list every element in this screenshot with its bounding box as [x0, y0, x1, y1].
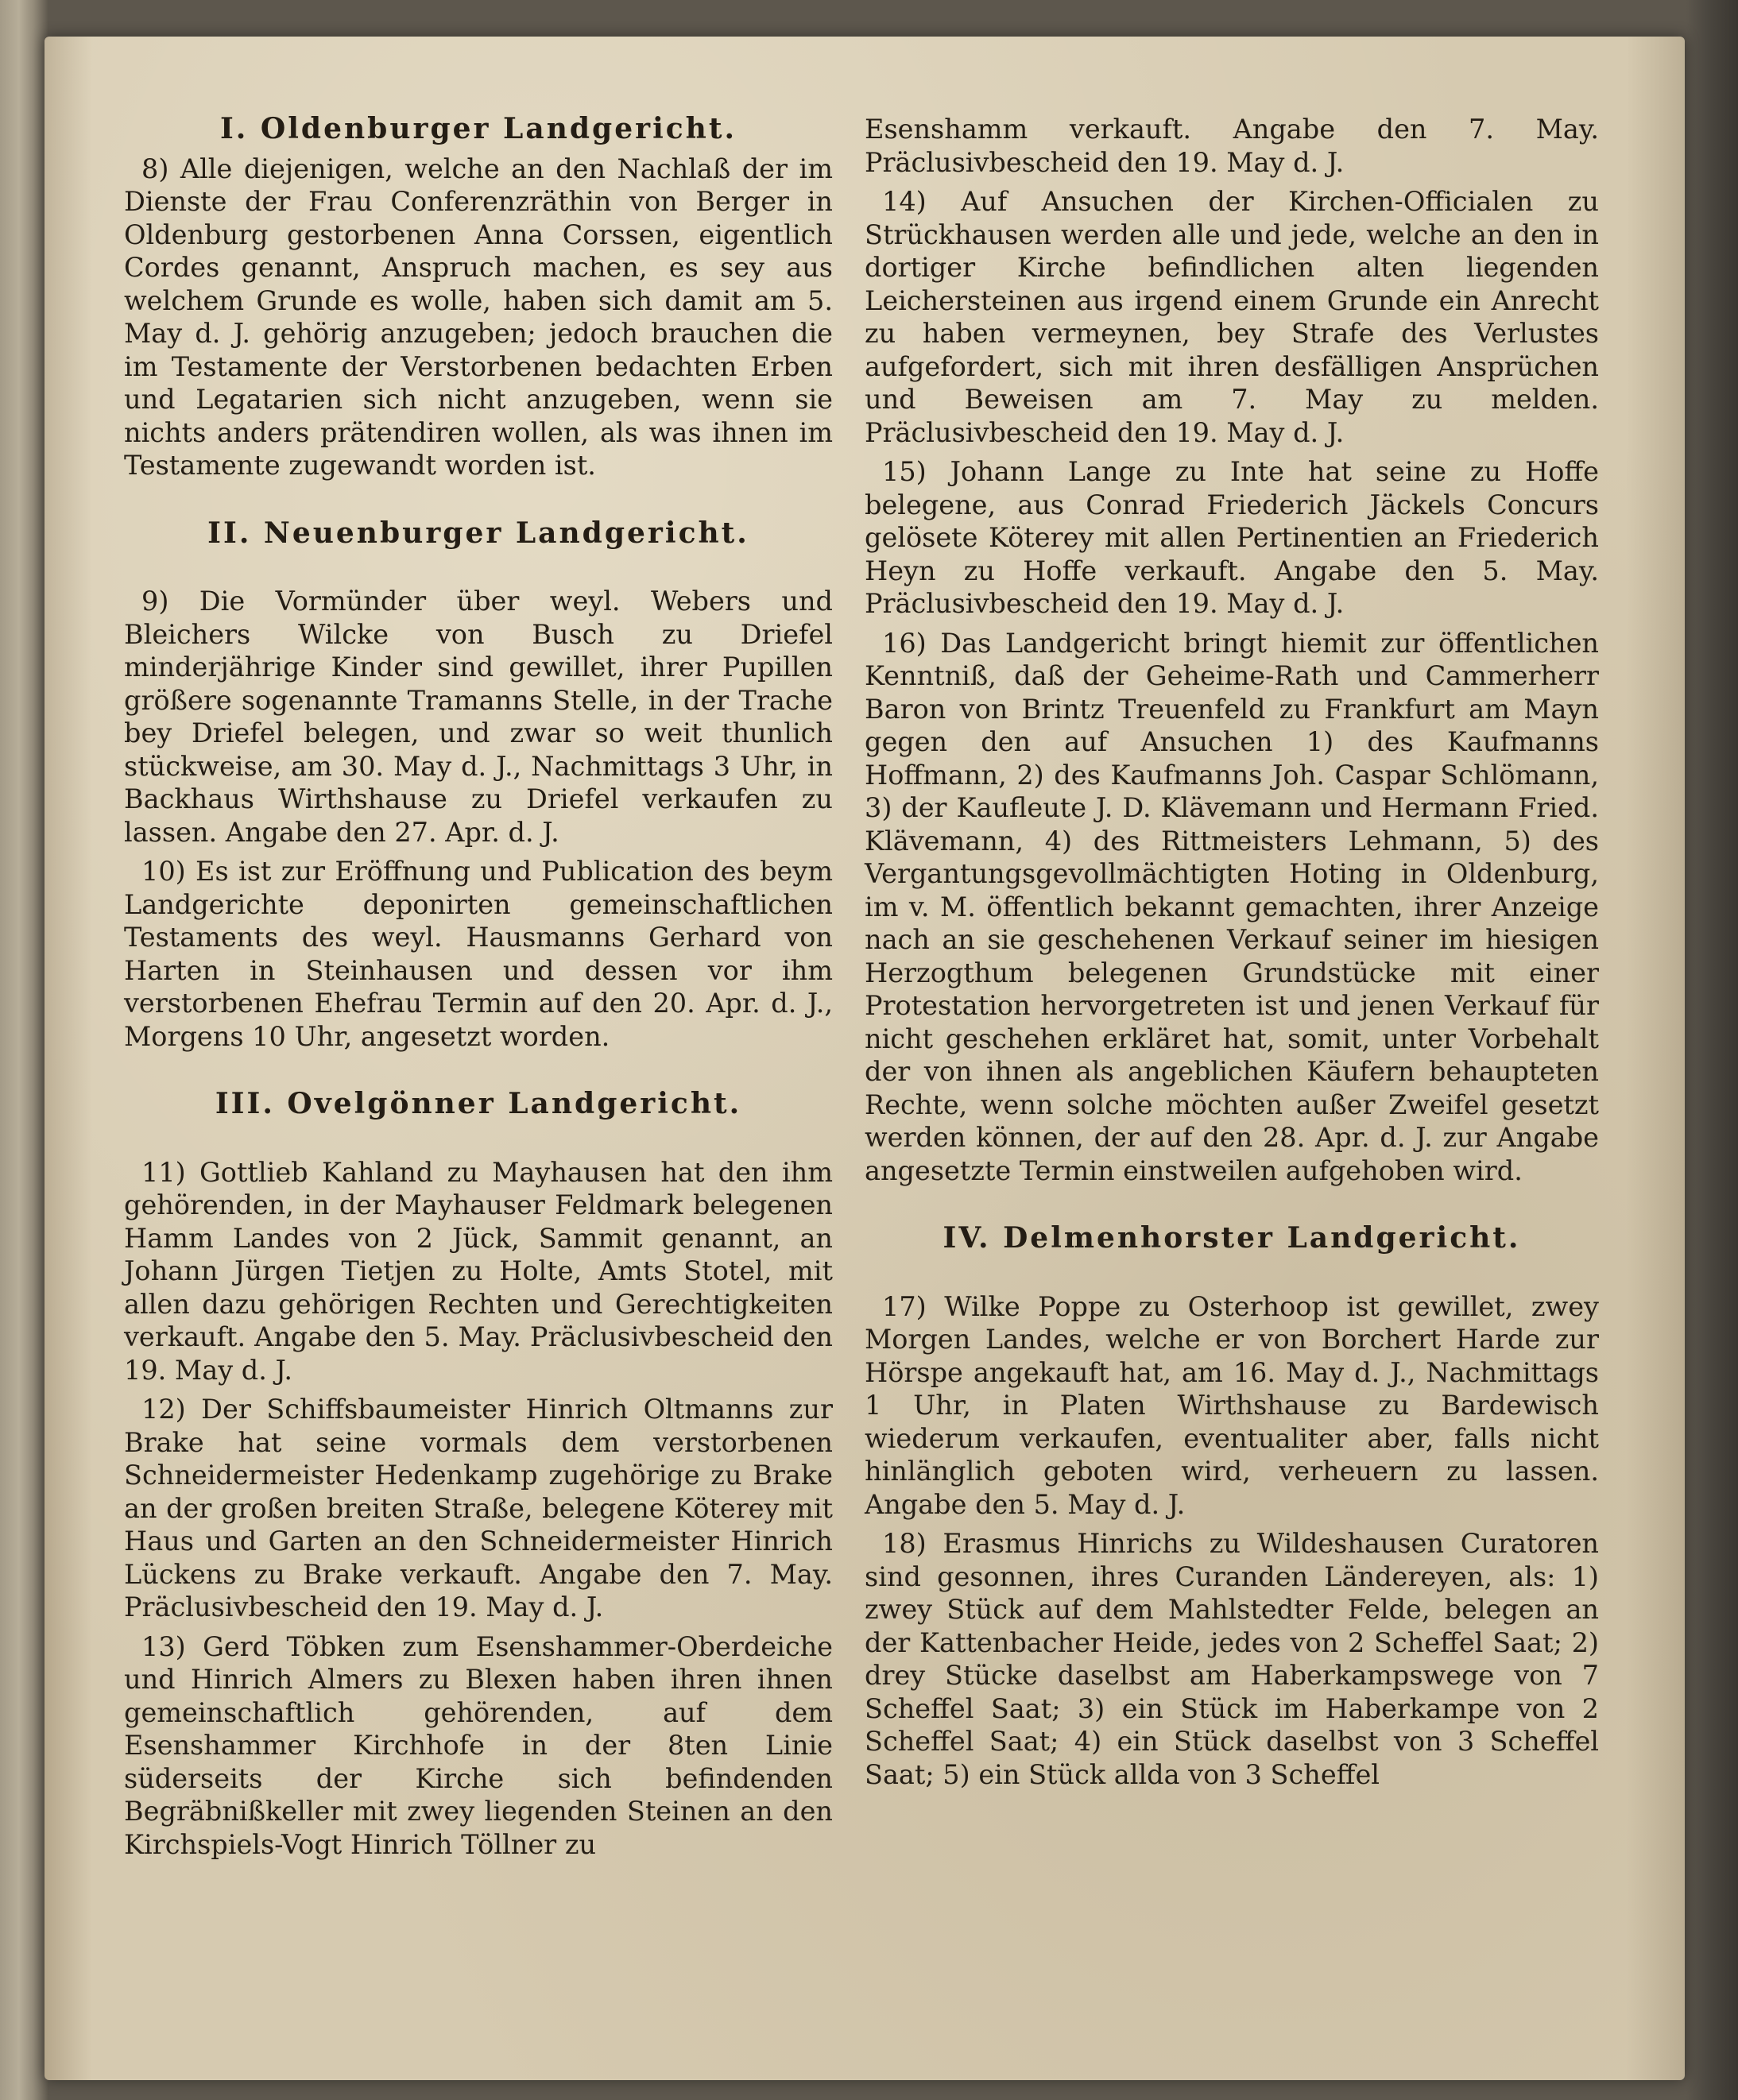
- entry-18: 18) Erasmus Hinrichs zu Wildeshausen Curatoren sind gesonnen, ihres Curanden Ländereyen, als: 1) zwey Stück auf dem Mahlstedter Felde, belegen an der Kattenbacher Heide, jedes von 2 Scheffel Saat; 2) drey Stücke daselbst am Haberkampswege von 7 Scheffel Saat; 3) ein Stück im Haberkampe von 2 Scheffel Saat; 4) ein Stück daselbst von 3 Scheffel Saat; 5) ein Stück allda von 3 Scheffel: [865, 1528, 1599, 1790]
- entry-16: 16) Das Landgericht bringt hiemit zur öffentlichen Kenntniß, daß der Geheime-Rath und Cammerherr Baron von Brintz Treuenfeld zu Frankfurt am Mayn gegen den auf Ansuchen 1) des Kaufmanns Hoffmann, 2) des Kaufmanns Joh. Caspar Schlömann, 3) der Kaufleute J. D. Klävemann und Hermann Fried. Klävemann, 4) des Rittmeisters Lehmann, 5) des Vergantungsgevollmächtigten Hoting in Oldenburg, im v. M. öffentlich bekannt gemachten, ihrer Anzeige nach an sie geschehenen Verkauf seiner im hiesigen Herzogthum belegenen Grundstücke mit einer Protestation hervorgetreten ist und jenen Verkauf für nicht geschehen erkläret hat, somit, unter Vorbehalt der von ihnen als angeblichen Käufern behaupteten Rechte, wenn solche möchten außer Zweifel gesetzt werden können, der auf den 28. Apr. d. J. zur Angabe angesetzte Termin einstweilen aufgehoben wird.: [865, 627, 1599, 1186]
- section-heading-neuenburg: II. Neuenburger Landgericht.: [207, 516, 749, 550]
- entry-10: 10) Es ist zur Eröffnung und Publication des beym Landgerichte deponirten gemeinschaftlichen Testaments des weyl. Hausmanns Gerhard von Harten in Steinhausen und dessen vor ihm verstorbenen Ehefrau Termin auf den 20. Apr. d. J., Morgens 10 Uhr, angesetzt worden.: [124, 856, 833, 1052]
- section-heading-ovelgoenne: III. Ovelgönner Landgericht.: [215, 1087, 742, 1120]
- entry-14: 14) Auf Ansuchen der Kirchen-Officialen zu Strückhausen werden alle und jede, welche an den in dortiger Kirche befindlichen alten liegenden Leichersteinen aus irgend einem Grunde ein Anrecht zu haben vermeynen, bey Strafe des Verlustes aufgefordert, sich mit ihren desfälligen Ansprüchen und Beweisen am 7. May zu melden. Präclusivbescheid den 19. May d. J.: [865, 186, 1599, 448]
- entry-9: 9) Die Vormünder über weyl. Webers und Bleichers Wilcke von Busch zu Driefel minderjährige Kinder sind gewillet, ihrer Pupillen größere sogenannte Tramanns Stelle, in der Trache bey Driefel belegen, und zwar so weit thunlich stückweise, am 30. May d. J., Nachmittags 3 Uhr, in Backhaus Wirthshause zu Driefel verkaufen zu lassen. Angabe den 27. Apr. d. J.: [124, 586, 833, 848]
- entry-11: 11) Gottlieb Kahland zu Mayhausen hat den ihm gehörenden, in der Mayhauser Feldmark belegenen Hamm Landes von 2 Jück, Sammit genannt, an Johann Jürgen Tietjen zu Holte, Amts Stotel, mit allen dazu gehörigen Rechten und Gerechtigkeiten verkauft. Angabe den 5. May. Präclusivbescheid den 19. May d. J.: [124, 1156, 833, 1386]
- section-heading-delmenhorst: IV. Delmenhorster Landgericht.: [943, 1221, 1521, 1255]
- section-heading-oldenburg: I. Oldenburger Landgericht.: [219, 112, 737, 145]
- entry-15: 15) Johann Lange zu Inte hat seine zu Hoffe belegene, aus Conrad Friederich Jäckels Concurs gelösete Köterey mit allen Pertinentien an Friederich Heyn zu Hoffe verkauft. Angabe den 5. May. Präclusivbescheid den 19. May d. J.: [865, 456, 1599, 619]
- right-column: [865, 113, 1599, 1797]
- entry-13-continued: Esenshamm verkauft. Angabe den 7. May. Präclusivbescheid den 19. May d. J.: [865, 114, 1599, 178]
- entry-12: 12) Der Schiffsbaumeister Hinrich Oltmanns zur Brake hat seine vormals dem verstorbenen Schneidermeister Hedenkamp zugehörige zu Brake an der großen breiten Straße, belegene Köterey mit Haus und Garten an den Schneidermeister Hinrich Lückens zu Brake verkauft. Angabe den 7. May. Präclusivbescheid den 19. May d. J.: [124, 1394, 833, 1622]
- entry-13: 13) Gerd Töbken zum Esenshammer-Oberdeiche und Hinrich Almers zu Blexen haben ihren ihnen gemeinschaftlich gehörenden, auf dem Esenshammer Kirchhofe in der 8ten Linie süderseits der Kirche sich befindenden Begräbnißkeller mit zwey liegenden Steinen an den Kirchspiels-Vogt Hinrich Töllner zu: [124, 1630, 833, 1860]
- entry-17: 17) Wilke Poppe zu Osterhoop ist gewillet, zwey Morgen Landes, welche er von Borchert Harde zur Hörspe angekauft hat, am 16. May d. J., Nachmittags 1 Uhr, in Platen Wirthshause zu Bardewisch wiederum verkaufen, eventualiter aber, falls nicht hinlänglich geboten wird, verheuern zu lassen. Angabe den 5. May d. J.: [865, 1290, 1599, 1520]
- left-column: [124, 113, 833, 1867]
- previous-page-edge: [0, 0, 49, 2100]
- page-sheet: [45, 37, 1685, 2080]
- entry-8: 8) Alle diejenigen, welche an den Nachlaß der im Dienste der Frau Conferenzräthin von Berger in Oldenburg gestorbenen Anna Corssen, eigentlich Cordes genannt, Anspruch machen, es sey aus welchem Grunde es wolle, haben sich damit am 5. May d. J. gehörig anzugeben; jedoch brauchen die im Testamente der Verstorbenen bedachten Erben und Legatarien sich nicht anzugeben, wenn sie nichts anders prätendiren wollen, als was ihnen im Testamente zugewandt worden ist.: [124, 153, 833, 481]
